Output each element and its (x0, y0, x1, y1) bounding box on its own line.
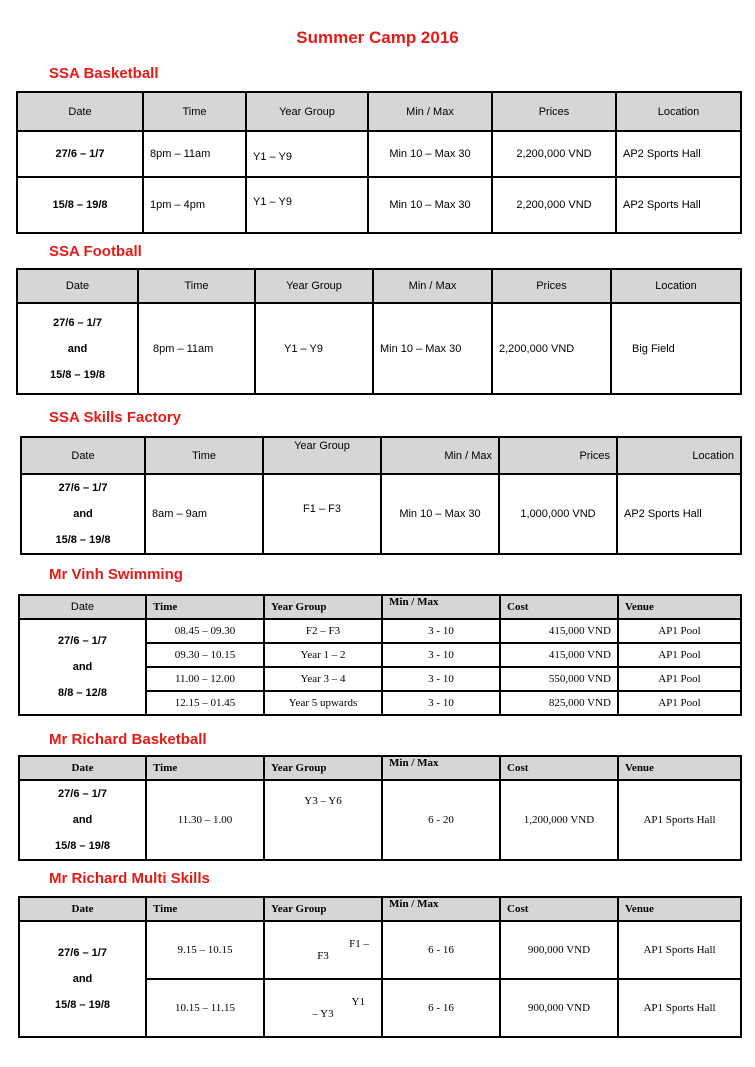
col-header-time: Time (145, 437, 263, 474)
page-title: Summer Camp 2016 (296, 28, 459, 47)
time-cell: 8pm – 11am (138, 303, 255, 394)
date-cell: 27/6 – 1/7 and 15/8 – 19/8 (21, 474, 145, 554)
venue-cell: AP1 Pool (618, 619, 741, 643)
price-cell: 2,200,000 VND (492, 303, 611, 394)
venue-cell: AP1 Pool (618, 643, 741, 667)
min-max-cell: 3 - 10 (382, 691, 500, 715)
col-header-venue: Venue (618, 595, 741, 619)
time-cell: 11.30 – 1.00 (146, 780, 264, 860)
col-header-location: Location (611, 269, 741, 303)
ssa-basketball-table (16, 91, 742, 234)
year-group-cell: Year 3 – 4 (264, 667, 382, 691)
col-header-min-max: Min / Max (373, 269, 492, 303)
min-max-cell: Min 10 – Max 30 (368, 177, 492, 233)
table-row (21, 474, 741, 554)
min-max-cell: Min 10 – Max 30 (368, 131, 492, 177)
col-header-time: Time (143, 92, 246, 131)
min-max-cell: Min 10 – Max 30 (381, 474, 499, 554)
col-header-time: Time (146, 897, 264, 921)
location-cell: Big Field (611, 303, 741, 394)
col-header-year-group: Year Group (264, 897, 382, 921)
year-group-cell: Y1 – Y9 (246, 131, 368, 177)
min-max-cell: 6 - 20 (382, 780, 500, 860)
section-title-richard-multi-skills: Mr Richard Multi Skills (49, 870, 210, 887)
ssa-skills-factory-table (20, 436, 742, 555)
year-group-cell (264, 979, 382, 1037)
col-header-date: Date (19, 897, 146, 921)
table-row (19, 921, 741, 979)
year-group-line: Y1 (351, 996, 365, 1008)
richard-basketball-table (18, 755, 742, 861)
location-cell: AP2 Sports Hall (617, 474, 741, 554)
table-row (19, 619, 741, 643)
col-header-year-group: Year Group (255, 269, 373, 303)
date-cell: 27/6 – 1/7 and 15/8 – 19/8 (19, 921, 146, 1037)
cost-cell: 415,000 VND (500, 619, 618, 643)
year-group-line: – Y3 (312, 1008, 334, 1020)
time-cell: 09.30 – 10.15 (146, 643, 264, 667)
price-cell: 2,200,000 VND (492, 177, 616, 233)
venue-cell: AP1 Sports Hall (618, 979, 741, 1037)
col-header-year-group: Year Group (264, 595, 382, 619)
section-title-ssa-skills-factory: SSA Skills Factory (49, 409, 181, 426)
col-header-date: Date (17, 92, 143, 131)
table-row (19, 780, 741, 860)
date-cell: 27/6 – 1/7 (17, 131, 143, 177)
vinh-swimming-table (18, 594, 742, 716)
col-header-location: Location (616, 92, 741, 131)
time-cell: 12.15 – 01.45 (146, 691, 264, 715)
min-max-cell: 6 - 16 (382, 979, 500, 1037)
location-cell: AP2 Sports Hall (616, 177, 741, 233)
time-cell: 08.45 – 09.30 (146, 619, 264, 643)
col-header-prices: Prices (492, 269, 611, 303)
col-header-cost: Cost (500, 595, 618, 619)
col-header-time: Time (138, 269, 255, 303)
year-group-cell: F1 – F3 (263, 474, 381, 554)
col-header-min-max: Min / Max (368, 92, 492, 131)
col-header-time: Time (146, 756, 264, 780)
col-header-venue: Venue (618, 756, 741, 780)
time-cell: 8am – 9am (145, 474, 263, 554)
col-header-min-max: Min / Max (382, 595, 500, 619)
section-title-richard-basketball: Mr Richard Basketball (49, 731, 207, 748)
col-header-min-max: Min / Max (382, 756, 500, 780)
time-cell: 11.00 – 12.00 (146, 667, 264, 691)
col-header-date: Date (19, 756, 146, 780)
col-header-prices: Prices (492, 92, 616, 131)
col-header-cost: Cost (500, 897, 618, 921)
date-cell: 27/6 – 1/7 and 8/8 – 12/8 (19, 619, 146, 715)
cost-cell: 900,000 VND (500, 979, 618, 1037)
col-header-date: Date (21, 437, 145, 474)
date-cell: 27/6 – 1/7 and 15/8 – 19/8 (19, 780, 146, 860)
cost-cell: 1,200,000 VND (500, 780, 618, 860)
cost-cell: 825,000 VND (500, 691, 618, 715)
min-max-cell: Min 10 – Max 30 (373, 303, 492, 394)
table-row (17, 131, 741, 177)
time-cell: 9.15 – 10.15 (146, 921, 264, 979)
section-title-ssa-football: SSA Football (49, 243, 142, 260)
time-cell: 8pm – 11am (143, 131, 246, 177)
year-group-cell: Y1 – Y9 (255, 303, 373, 394)
col-header-year-group: Year Group (263, 437, 381, 474)
location-cell: AP2 Sports Hall (616, 131, 741, 177)
min-max-cell: 3 - 10 (382, 667, 500, 691)
col-header-prices: Prices (499, 437, 617, 474)
col-header-date: Date (17, 269, 138, 303)
col-header-year-group: Year Group (264, 756, 382, 780)
section-title-vinh-swimming: Mr Vinh Swimming (49, 566, 183, 583)
min-max-cell: 3 - 10 (382, 643, 500, 667)
time-cell: 1pm – 4pm (143, 177, 246, 233)
col-header-min-max: Min / Max (381, 437, 499, 474)
year-group-cell: Y3 – Y6 (264, 780, 382, 860)
date-cell: 27/6 – 1/7 and 15/8 – 19/8 (17, 303, 138, 394)
min-max-cell: 6 - 16 (382, 921, 500, 979)
year-group-cell: Year 1 – 2 (264, 643, 382, 667)
year-group-line: F3 (317, 950, 329, 962)
col-header-min-max: Min / Max (382, 897, 500, 921)
price-cell: 1,000,000 VND (499, 474, 617, 554)
cost-cell: 415,000 VND (500, 643, 618, 667)
venue-cell: AP1 Sports Hall (618, 921, 741, 979)
cost-cell: 900,000 VND (500, 921, 618, 979)
table-row (17, 303, 741, 394)
year-group-cell (264, 921, 382, 979)
col-header-year-group: Year Group (246, 92, 368, 131)
col-header-cost: Cost (500, 756, 618, 780)
year-group-cell: Year 5 upwards (264, 691, 382, 715)
year-group-cell: F2 – F3 (264, 619, 382, 643)
col-header-location: Location (617, 437, 741, 474)
venue-cell: AP1 Pool (618, 691, 741, 715)
section-title-ssa-basketball: SSA Basketball (49, 65, 159, 82)
ssa-football-table (16, 268, 742, 395)
venue-cell: AP1 Sports Hall (618, 780, 741, 860)
richard-multi-skills-table (18, 896, 742, 1038)
year-group-cell: Y1 – Y9 (246, 177, 368, 233)
col-header-time: Time (146, 595, 264, 619)
min-max-cell: 3 - 10 (382, 619, 500, 643)
col-header-date: Date (19, 595, 146, 619)
cost-cell: 550,000 VND (500, 667, 618, 691)
table-row (17, 177, 741, 233)
venue-cell: AP1 Pool (618, 667, 741, 691)
date-cell: 15/8 – 19/8 (17, 177, 143, 233)
col-header-venue: Venue (618, 897, 741, 921)
price-cell: 2,200,000 VND (492, 131, 616, 177)
year-group-line: F1 – (349, 938, 369, 950)
time-cell: 10.15 – 11.15 (146, 979, 264, 1037)
